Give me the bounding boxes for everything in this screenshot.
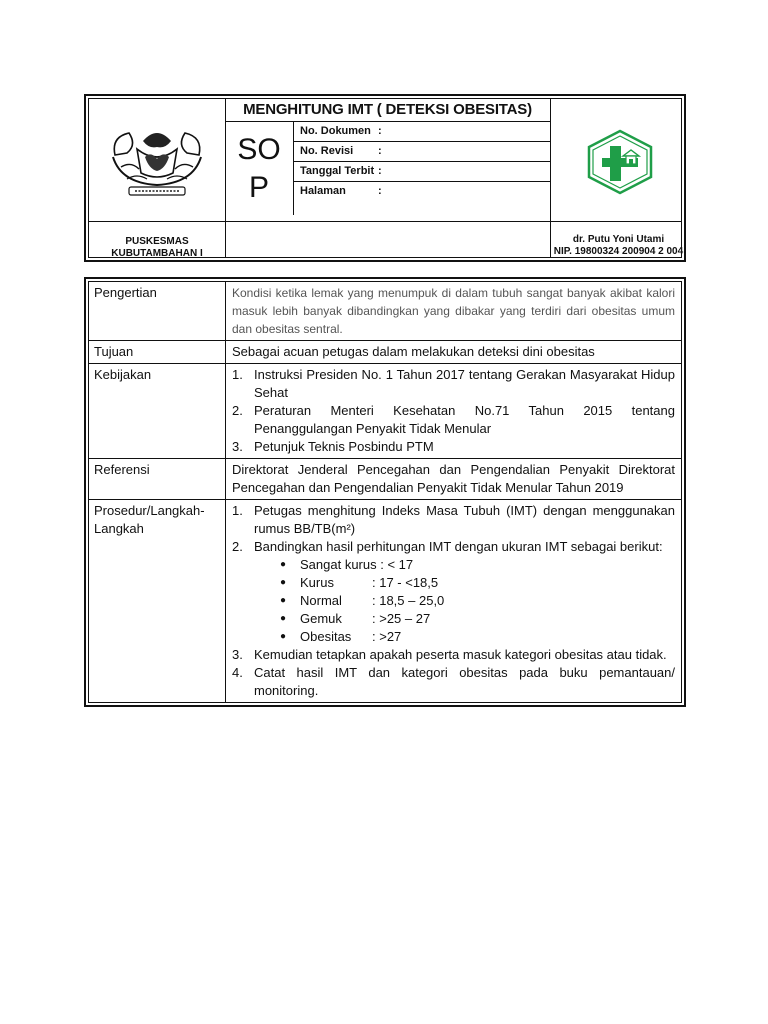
table-row [89,282,681,340]
list-item [232,646,675,664]
puskesmas-cross-house-icon [585,129,655,195]
list-number: 3. [232,647,243,662]
bmi-category-label: Gemuk [300,611,342,626]
row-label-pengertian: Pengertian [89,282,226,340]
bmi-category-label: Sangat kurus [300,557,377,572]
sop-content-table [84,277,686,707]
signatory [550,221,687,263]
list-item [280,592,675,610]
table-row [89,340,681,363]
sop-label [225,121,293,221]
signatory-name: dr. Putu Yoni Utami [572,234,665,245]
document-title: MENGHITUNG IMT ( DETEKSI OBESITAS) [243,101,532,118]
row-content-kebijakan [226,364,681,458]
doc-field-value: : [378,185,382,197]
doc-field-value: : [378,145,382,157]
list-item [232,366,675,402]
list-text: Kemudian tetapkan apakah peserta masuk kategori obesitas atau tidak. [254,647,667,662]
row-label-prosedur: Prosedur/Langkah-Langkah [89,500,226,702]
row-text-referensi: Direktorat Jenderal Pencegahan dan Pengendalian Penyakit Direktorat Pencegahan dan Pengendalian Penyakit Tidak Menular Tahun 2019 [232,462,675,495]
bullet-icon: ● [280,595,287,606]
bmi-category-label: Obesitas [300,629,352,644]
doc-field-value: : [378,165,382,177]
list-number: 1. [232,503,243,518]
list-item [280,574,675,592]
doc-field-value: : [378,125,382,137]
policy-list [232,366,675,456]
row-content-prosedur [226,500,681,702]
doc-field-row [293,181,550,201]
row-label-referensi: Referensi [89,459,226,499]
bmi-category-label: Normal [300,593,342,608]
bullet-icon: ● [280,631,287,642]
list-item [232,438,675,456]
list-number: 2. [232,539,243,554]
organization-name-line1: PUSKESMAS [125,236,189,247]
list-number: 1. [232,367,243,382]
doc-field-row [293,161,550,181]
doc-field-label: Halaman [300,185,346,197]
list-number: 2. [232,403,243,418]
bmi-category-range: : < 17 [380,557,414,572]
list-text: Catat hasil IMT dan kategori obesitas pada buku pemantauan/ monitoring. [254,665,675,698]
organization-name-line2: KUBUTAMBAHAN I [111,248,203,259]
list-number: 3. [232,439,243,454]
table-row [89,499,681,702]
signatory-nip: NIP. 19800324 200904 2 004 [553,246,684,257]
list-item [232,402,675,438]
list-item [232,502,675,538]
doc-field-row [293,141,550,161]
procedure-steps [232,502,675,556]
sop-label-line2: P [248,171,269,204]
doc-field-row [293,121,550,141]
sop-label-line1: SO [237,133,281,166]
bullet-icon: ● [280,577,287,588]
bmi-category-range: : 18,5 – 25,0 [372,593,445,608]
buleleng-regency-emblem-icon [107,127,207,199]
list-item [232,538,675,556]
list-item [280,556,675,574]
doc-field-label: Tanggal Terbit [300,165,375,177]
bmi-category-range: : >27 [372,629,402,644]
bmi-category-range: : >25 – 27 [372,611,431,626]
list-text: Peraturan Menteri Kesehatan No.71 Tahun 2015 tentang Penanggulangan Penyakit Tidak Menular [254,403,675,436]
list-number: 4. [232,665,243,680]
list-text: Petunjuk Teknis Posbindu PTM [254,439,434,454]
sop-content-table-inner [88,281,682,703]
table-row [89,363,681,458]
list-text: Petugas menghitung Indeks Masa Tubuh (IMT) dengan menggunakan rumus BB/TB(m²) [254,503,675,536]
list-text: Bandingkan hasil perhitungan IMT dengan ukuran IMT sebagai berikut: [254,539,663,554]
bullet-icon: ● [280,559,287,570]
bmi-category-label: Kurus [300,575,334,590]
sop-header [84,94,686,262]
bmi-category-list [232,556,675,646]
doc-field-label: No. Revisi [300,145,354,157]
bullet-icon: ● [280,613,287,624]
sop-header-inner [88,98,682,258]
procedure-steps-continued [232,646,675,700]
row-label-kebijakan: Kebijakan [89,364,226,458]
row-text-tujuan: Sebagai acuan petugas dalam melakukan deteksi dini obesitas [232,344,595,359]
doc-field-label: No. Dokumen [300,125,371,137]
row-label-tujuan: Tujuan [89,341,226,363]
list-item [232,664,675,700]
list-item [280,610,675,628]
list-item [280,628,675,646]
organization-name [89,221,225,263]
bmi-category-range: : 17 - <18,5 [372,575,439,590]
row-text-pengertian: Kondisi ketika lemak yang menumpuk di dalam tubuh sangat banyak akibat kalori masuk lebih banyak dibandingkan yang dibakar yang terdiri dari obesitas umum dan obesitas sentral. [232,286,675,336]
list-text: Instruksi Presiden No. 1 Tahun 2017 tentang Gerakan Masyarakat Hidup Sehat [254,367,675,400]
table-row [89,458,681,499]
